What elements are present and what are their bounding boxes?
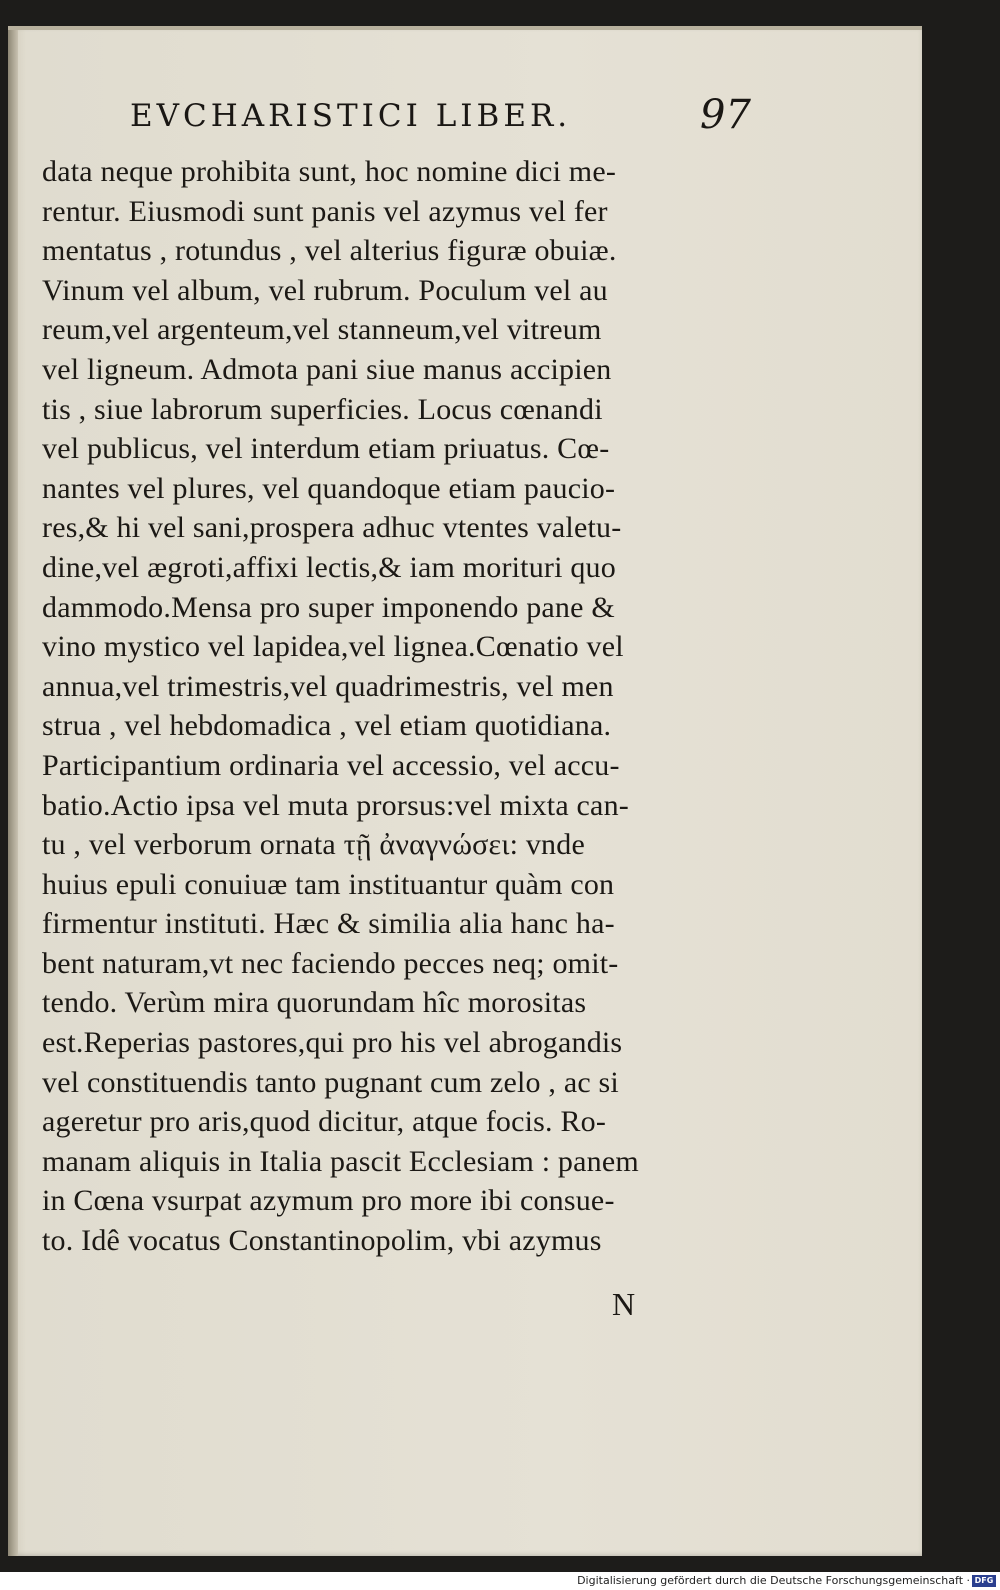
text-line: batio.Actio ipsa vel muta prorsus:vel mixta can- bbox=[42, 788, 629, 822]
text-line: vel constituendis tanto pugnant cum zelo , ac si bbox=[42, 1065, 619, 1099]
text-line: bent naturam,vt nec faciendo pecces neq; omit- bbox=[42, 946, 619, 980]
text-line: est.Reperias pastores,qui pro his vel abrogandis bbox=[42, 1026, 623, 1060]
text-line: data neque prohibita sunt, hoc nomine dici me- bbox=[42, 155, 617, 188]
text-line: dine,vel ægroti,affixi lectis,& iam morituri quo bbox=[42, 550, 616, 584]
text-line: huius epuli conuiuæ tam instituantur quàm con bbox=[42, 867, 615, 901]
text-line: strua , vel hebdomadica , vel etiam quotidiana. bbox=[42, 709, 612, 743]
running-head: EVCHARISTICI LIBER. bbox=[130, 98, 572, 134]
text-line: vel ligneum. Admota pani siue manus accipien bbox=[42, 352, 612, 386]
text-line: to. Idê vocatus Constantinopolim, vbi azymus bbox=[42, 1224, 602, 1258]
page-gutter-shadow bbox=[8, 26, 18, 1556]
text-line: in Cœna vsurpat azymum pro more ibi consue- bbox=[42, 1184, 615, 1218]
text-line: annua,vel trimestris,vel quadrimestris, vel men bbox=[42, 669, 614, 703]
text-line: ageretur pro aris,quod dicitur, atque focis. Ro- bbox=[42, 1105, 607, 1139]
text-line: firmentur instituti. Hæc & similia alia hanc ha- bbox=[42, 907, 615, 941]
footer-credit: Digitalisierung gefördert durch die Deutsche Forschungsgemeinschaft · bbox=[577, 1574, 970, 1587]
page-top-edge bbox=[8, 26, 922, 30]
body-text bbox=[42, 152, 742, 1261]
text-line: rentur. Eiusmodi sunt panis vel azymus vel fer bbox=[42, 194, 608, 228]
text-line: Vinum vel album, vel rubrum. Poculum vel au bbox=[42, 273, 608, 307]
text-line: vino mystico vel lapidea,vel lignea.Cœnatio vel bbox=[42, 630, 624, 664]
page-number: 97 bbox=[700, 92, 751, 138]
text-line: tis , siue labrorum superficies. Locus cœnandi bbox=[42, 392, 603, 426]
text-line: nantes vel plures, vel quandoque etiam paucio- bbox=[42, 471, 616, 505]
text-line: mentatus , rotundus , vel alterius figuræ obuiæ. bbox=[42, 234, 617, 268]
text-line: tendo. Verùm mira quorundam hîc morositas bbox=[42, 986, 587, 1020]
text-line: dammodo.Mensa pro super imponendo pane & bbox=[42, 590, 615, 624]
text-line: vel publicus, vel interdum etiam priuatus. Cœ- bbox=[42, 432, 610, 466]
text-line: Participantium ordinaria vel accessio, vel accu- bbox=[42, 748, 620, 782]
text-line: tu , vel verborum ornata τῇ ἀναγνώσει: vnde bbox=[42, 828, 585, 862]
signature-mark: N bbox=[612, 1286, 636, 1322]
text-line: res,& hi vel sani,prospera adhuc vtentes valetu- bbox=[42, 511, 622, 545]
text-line: reum,vel argenteum,vel stanneum,vel vitreum bbox=[42, 313, 602, 347]
text-line: manam aliquis in Italia pascit Ecclesiam : panem bbox=[42, 1144, 639, 1178]
dfg-logo-icon: DFG bbox=[972, 1575, 996, 1587]
